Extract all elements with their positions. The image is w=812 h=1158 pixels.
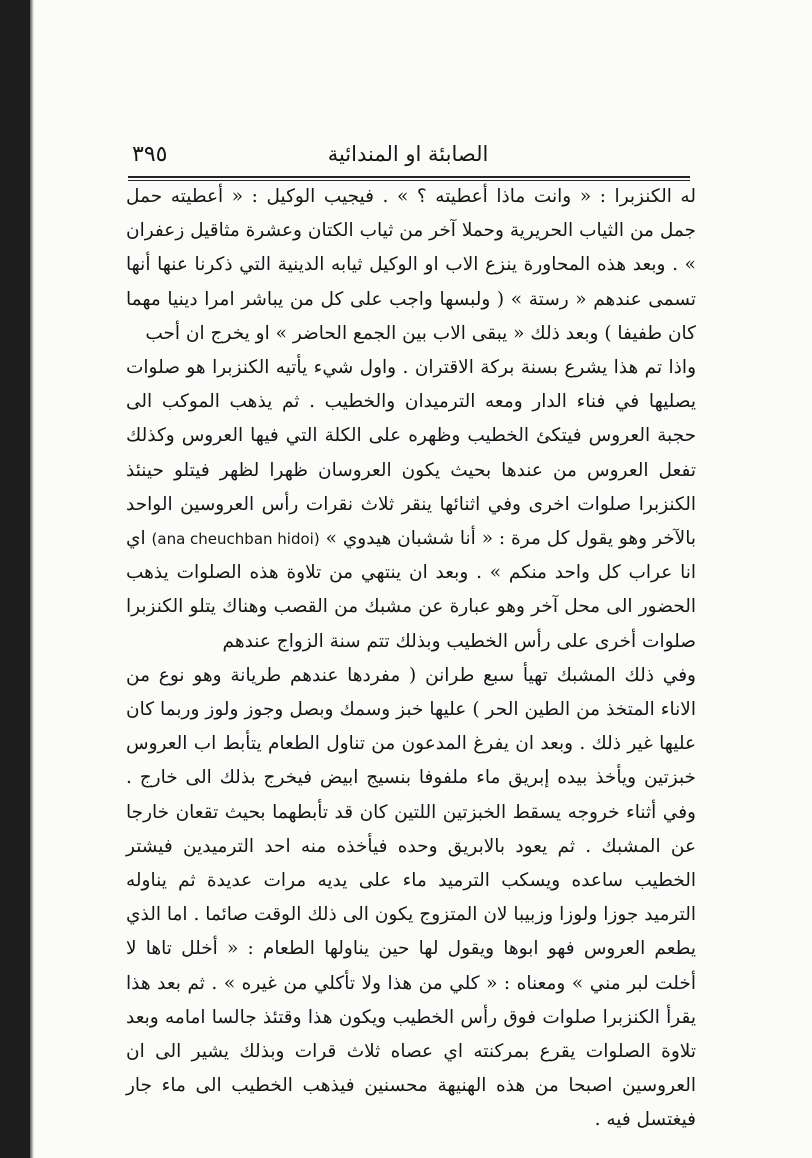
scan-edge-border (0, 0, 30, 1158)
page-number: ٣٩٥ (132, 142, 168, 167)
paragraph-1: له الكنزبرا : « وانت ماذا أعطيته ؟ » . فيجيب الوكيل : « أعطيته حمل جمل من الثياب الحريرية وحملا آخر من ثياب الكتان وعشرة مثاقيل زعفران » . وبعد هذه المحاورة ينزع الاب او الوكيل ثيابه الدينية التي ذكرنا عنها أنها تسمى عندهم « رستة » ( ولبسها واجب على كل من يباشر امرا دينيا مهما كان طفيفا ) وبعد ذلك « يبقى الاب بين الجمع الحاضر » او يخرج ان أحب (126, 186, 696, 344)
paragraph-2 (126, 351, 696, 659)
latin-transliteration: (ana cheuchban hidoi) (151, 530, 320, 549)
paragraph-2-part-2: اي انا عراب كل واحد منكم » . وبعد ان ينتهي من تلاوة هذه الصلوات يذهب الحضور الى محل آخر وهو عبارة عن مشبك من القصب وهناك يتلو الكنزبرا صلوات أخرى على رأس الخطيب وبذلك تتم سنة الزواج عندهم (126, 528, 696, 652)
body-text (126, 180, 696, 1131)
paragraph-2-part-1: واذا تم هذا يشرع بسنة بركة الاقتران . واول شيء يأتيه الكنزبرا هو صلوات يصليها في فناء الدار ومعه الترميدان والخطيب . ثم يذهب الموكب الى حجبة العروس فيتكئ الخطيب وظهره على الكلة التي فيها العروس وكذلك تفعل العروس من عندها بحيث يكون العروسان ظهرا لظهر فيتلو حينئذ الكنزبرا صلوات اخرى وفي اثنائها ينقر ثلاث نقرات رأس العروسين الواحد بالآخر وهو يقول كل مرة : « أنا ششبان هيدوي » (126, 357, 696, 550)
page-header (130, 140, 686, 174)
paragraph-3: وفي ذلك المشبك تهيأ سبع طرانن ( مفردها عندهم طريانة وهو نوع من الاناء المتخذ من الطين الحر ) عليها خبز وسمك وبصل وجوز ولوز وربما كان عليها غير ذلك . وبعد ان يفرغ المدعون من تناول الطعام يتأبط اب العروس خبزتين ويأخذ بيده إبريق ماء ملفوفا بنسيج ابيض فيخرج بذلك الى خارج . وفي أثناء خروجه يسقط الخبزتين اللتين كان قد تأبطهما بحيث تقعان خارجا عن المشبك . ثم يعود بالابريق وحده فيأخذه منه احد الترميدين فيشتر الخطيب ساعده ويسكب الترميد ماء على يديه مرات عديدة ثم يناوله الترميد جوزا ولوزا وزبيبا لان المتزوج يكون الى ذلك الوقت صائما . اما الذي يطعم العروس فهو ابوها ويقول لها حين يناولها الطعام : « أخلل تاها لا أخلت لبر مني » ومعناه : « كلي من هذا ولا تأكلي من غيره » . ثم بعد هذا يقرأ الكنزبرا صلوات فوق رأس الخطيب ويكون هذا وقتئذ جالسا امامه وبعد تلاوة الصلوات يقرع بمركنته اي عصاه ثلاث قرات وبذلك يشير الى ان العروسين اصبحا من هذه الهنيهة محسنين فيذهب الخطيب الى ماء جار فيغتسل فيه . (126, 664, 696, 1131)
running-title: الصابئة او المندائية (327, 142, 489, 166)
